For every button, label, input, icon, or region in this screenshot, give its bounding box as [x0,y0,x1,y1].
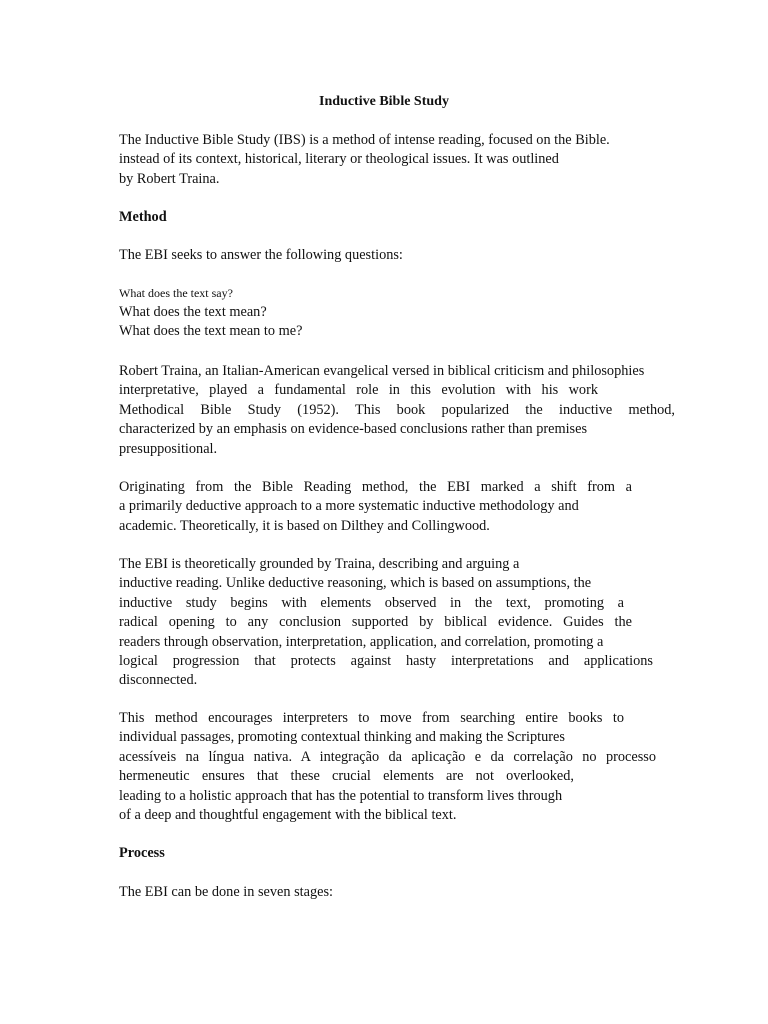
text-line: This method encourages interpreters to move from searching entire books to [119,710,624,726]
text-line: Methodical Bible Study (1952). This book popularized the inductive method, [119,401,675,418]
text-line: academic. Theoretically, it is based on Dilthey and Collingwood. [119,517,490,534]
process-heading: Process [119,845,165,861]
method-intro: The EBI seeks to answer the following questions: [119,247,403,263]
text-line: disconnected. [119,672,198,689]
text-line: a primarily deductive approach to a more systematic inductive methodology and [119,498,579,515]
text-line: presuppositional. [119,440,218,457]
intro-paragraph [119,131,675,189]
question-1: What does the text say? [119,286,233,300]
process-intro: The EBI can be done in seven stages: [119,884,333,900]
page-title: Inductive Bible Study [319,94,449,109]
text-line: The EBI is theoretically grounded by Traina, describing and arguing a [119,556,520,572]
text-line: hermeneutic ensures that these crucial elements are not overlooked, [119,768,574,785]
text-line: The Inductive Bible Study (IBS) is a method of intense reading, focused on the Bible. [119,132,610,148]
text-line: of a deep and thoughtful engagement with the biblical text. [119,806,457,823]
text-line: interpretative, played a fundamental role in this evolution with his work [119,382,598,399]
text-line: leading to a holistic approach that has the potential to transform lives through [119,787,563,804]
question-3: What does the text mean to me? [119,323,303,340]
text-line: Robert Traina, an Italian-American evangelical versed in biblical criticism and philosophies [119,363,645,379]
text-line: characterized by an emphasis on evidence-based conclusions rather than premises [119,421,588,438]
origin-paragraph [119,478,675,536]
method-heading: Method [119,209,167,225]
encourages-paragraph [119,709,675,825]
text-line: radical opening to any conclusion supported by biblical evidence. Guides the [119,614,632,631]
question-list [119,303,675,342]
text-line: readers through observation, interpretation, application, and correlation, promoting a [119,633,604,650]
text-line: individual passages, promoting contextual thinking and making the Scriptures [119,729,565,746]
text-line: inductive reading. Unlike deductive reasoning, which is based on assumptions, the [119,575,592,592]
text-line: inductive study begins with elements observed in the text, promoting a [119,594,624,611]
traina-paragraph [119,362,675,459]
question-2: What does the text mean? [119,304,267,320]
text-line: logical progression that protects against hasty interpretations and applications [119,652,653,669]
text-line: by Robert Traina. [119,170,220,187]
text-line: acessíveis na língua nativa. A integração da aplicação e da correlação no processo [119,748,656,765]
grounded-paragraph [119,555,675,691]
text-line: instead of its context, historical, literary or theological issues. It was outlined [119,151,559,168]
text-line: Originating from the Bible Reading method, the EBI marked a shift from a [119,479,632,495]
